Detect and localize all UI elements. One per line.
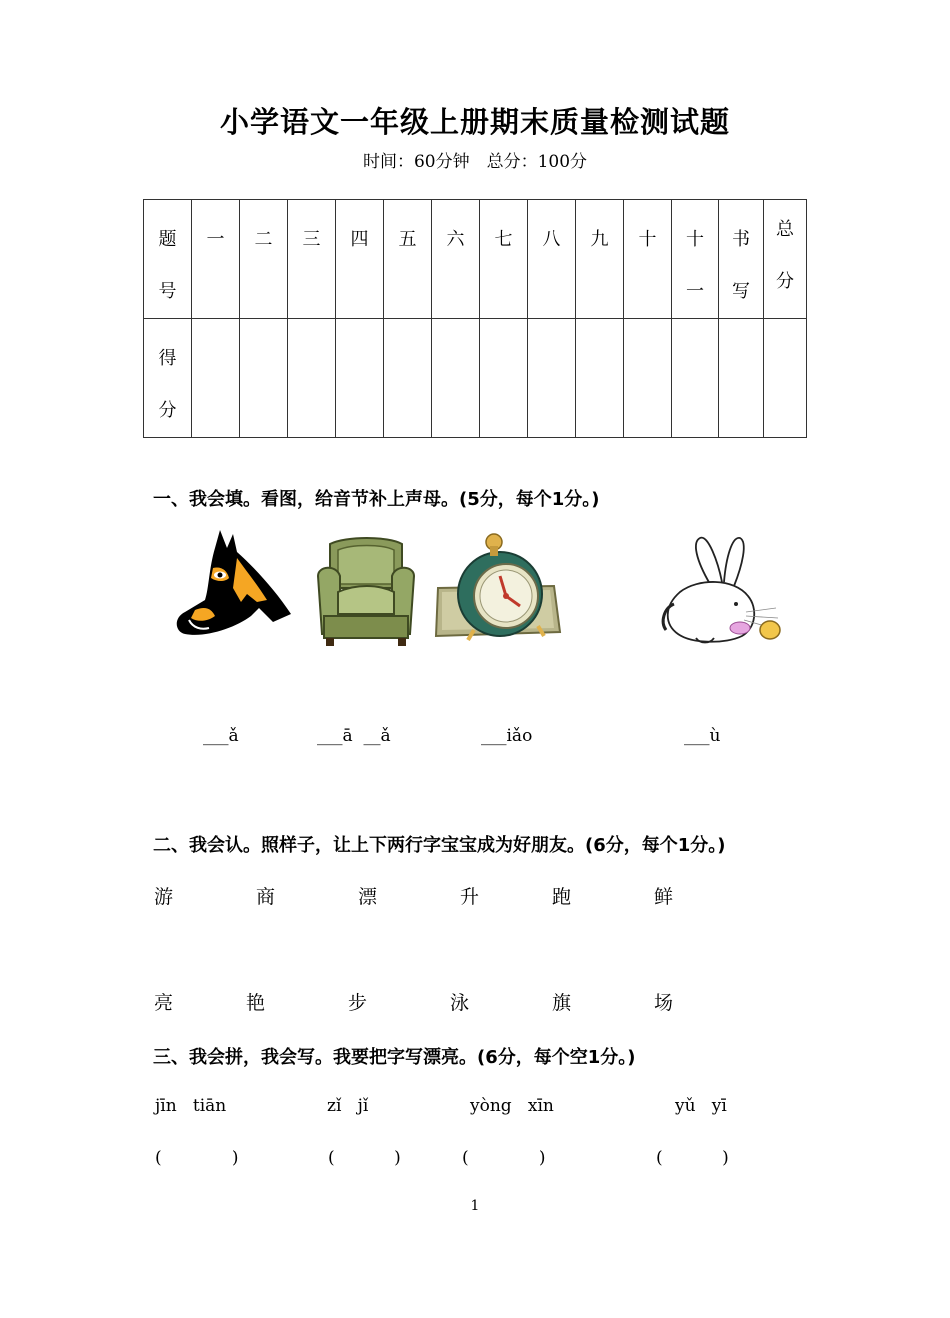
question-4-header: 四 — [336, 200, 384, 319]
pinyin-3: yòng xīn — [470, 1096, 554, 1116]
question-5-header: 五 — [384, 200, 432, 319]
handwriting-header: 书 写 — [719, 200, 764, 319]
char-bottom-5[interactable]: 旗 — [552, 992, 572, 1014]
pinyin-4: yǔ yī — [675, 1096, 727, 1116]
armchair-icon — [316, 536, 416, 648]
score-cell[interactable] — [480, 319, 528, 438]
question-11-header: 十 一 — [672, 200, 719, 319]
total-header: 总 分 — [764, 200, 807, 319]
question-7-header: 七 — [480, 200, 528, 319]
score-cell[interactable] — [432, 319, 480, 438]
char-bottom-3[interactable]: 步 — [348, 992, 368, 1014]
char-top-4[interactable]: 升 — [460, 886, 480, 908]
char-bottom-6[interactable]: 场 — [654, 992, 674, 1014]
section-3-title: 三、我会拼，我会写。我要把字写漂亮。(6分，每个空1分。) — [153, 1047, 636, 1068]
score-cell[interactable] — [576, 319, 624, 438]
score-cell[interactable] — [288, 319, 336, 438]
pinyin-blank-sofa[interactable]: ___ā __ǎ — [317, 726, 391, 746]
char-bottom-2[interactable]: 艳 — [246, 992, 266, 1014]
page-title: 小学语文一年级上册期末质量检测试题 — [219, 105, 730, 139]
horse-icon — [175, 528, 293, 640]
char-top-3[interactable]: 漂 — [358, 886, 378, 908]
char-top-5[interactable]: 跑 — [552, 886, 572, 908]
section-2-title: 二、我会认。照样子，让上下两行字宝宝成为好朋友。(6分，每个1分。) — [153, 835, 726, 856]
rabbit-icon — [656, 532, 790, 650]
question-2-header: 二 — [240, 200, 288, 319]
header-label-cell: 题 号 — [144, 200, 192, 319]
score-table-header-row — [144, 200, 807, 319]
page-number: 1 — [470, 1198, 480, 1214]
char-top-1[interactable]: 游 — [154, 886, 174, 908]
char-top-2[interactable]: 商 — [256, 886, 276, 908]
score-table — [143, 199, 807, 438]
question-3-header: 三 — [288, 200, 336, 319]
score-cell[interactable] — [240, 319, 288, 438]
exam-info: 时间：60分钟 总分：100分 — [362, 152, 588, 172]
pinyin-blank-rabbit[interactable]: ___ù — [684, 726, 721, 746]
score-cell[interactable] — [719, 319, 764, 438]
question-9-header: 九 — [576, 200, 624, 319]
score-cell[interactable] — [528, 319, 576, 438]
answer-box-2[interactable]: ( ) — [328, 1148, 401, 1168]
question-8-header: 八 — [528, 200, 576, 319]
char-top-6[interactable]: 鲜 — [654, 886, 674, 908]
pinyin-blank-horse[interactable]: ___ǎ — [203, 726, 239, 746]
char-bottom-4[interactable]: 泳 — [450, 992, 470, 1014]
score-cell[interactable] — [764, 319, 807, 438]
score-table-score-row — [144, 319, 807, 438]
pinyin-2: zǐ jǐ — [327, 1096, 369, 1116]
answer-box-3[interactable]: ( ) — [462, 1148, 546, 1168]
question-10-header: 十 — [624, 200, 672, 319]
pinyin-1: jīn tiān — [155, 1096, 227, 1116]
score-cell[interactable] — [672, 319, 719, 438]
score-cell[interactable] — [624, 319, 672, 438]
score-label-cell: 得 分 — [144, 319, 192, 438]
answer-box-4[interactable]: ( ) — [656, 1148, 729, 1168]
alarm-clock-icon — [434, 532, 562, 642]
question-6-header: 六 — [432, 200, 480, 319]
question-1-header: 一 — [192, 200, 240, 319]
char-bottom-1[interactable]: 亮 — [154, 992, 174, 1014]
score-cell[interactable] — [192, 319, 240, 438]
score-cell[interactable] — [336, 319, 384, 438]
section-1-title: 一、我会填。看图，给音节补上声母。(5分，每个1分。) — [153, 489, 600, 510]
score-cell[interactable] — [384, 319, 432, 438]
pinyin-blank-clock[interactable]: ___iǎo — [481, 726, 533, 746]
answer-box-1[interactable]: ( ) — [155, 1148, 239, 1168]
